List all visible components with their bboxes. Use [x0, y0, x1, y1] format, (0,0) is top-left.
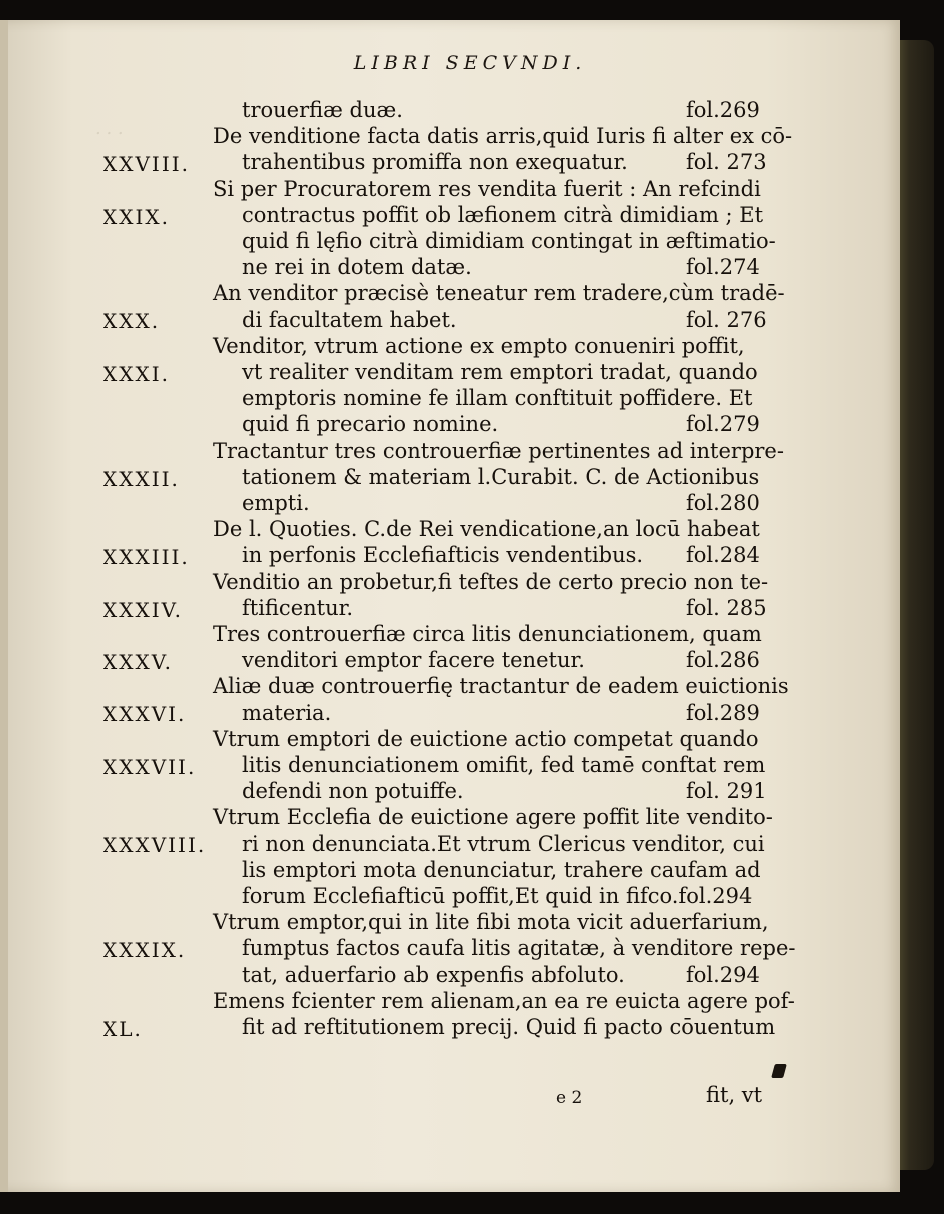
entry-line: tationem & materiam l.Curabit. C. de Actionibus [242, 464, 760, 489]
entry-line: Venditio an probetur,fi teftes de certo precio non te- [213, 569, 769, 594]
entry-line: fit ad reftitutionem precij. Quid fi pacto cōuentum [242, 1015, 776, 1039]
entry-number: XXXVII. [103, 754, 197, 779]
entry-number: XXIX. [103, 204, 170, 229]
entry-number: XL. [103, 1016, 143, 1041]
entry-line: lis emptori mota denunciatur, trahere caufam ad [242, 857, 761, 882]
entry-line: Vtrum Ecclefia de euictione agere poffit lite vendito- [213, 805, 773, 830]
folio-reference: fol. 276 [686, 307, 767, 332]
entry-line: contractus poffit ob læfionem citrà dimidiam ; Et [242, 202, 764, 227]
entry-line: trahentibus promiffa non exequatur. [242, 150, 628, 175]
entry-line: Tres controuerfiæ circa litis denunciationem, quam [213, 622, 762, 646]
entry-number: XXXV. [103, 650, 174, 674]
entry-number: XXXVIII. [103, 833, 207, 858]
folio-reference: fol.286 [686, 648, 760, 673]
folio-reference: fol.269 [686, 98, 760, 122]
entry-line: Vtrum emptori de euictione actio competat quando [213, 726, 759, 751]
entry-number: XXX. [103, 309, 161, 334]
folio-reference: fol.280 [686, 491, 760, 515]
entry-line: di facultatem habet. [242, 307, 457, 332]
entry-line: quid fi precario nomine. [242, 412, 499, 437]
page-edge [0, 20, 8, 1192]
entry-line: in perfonis Ecclefiafticis vendentibus. [242, 543, 644, 568]
entry-line: quid fi lęfio citrà dimidiam contingat in æftimatio- [242, 229, 776, 253]
entry-number: XXXIX. [103, 938, 187, 963]
catchword: fit, vt [706, 1083, 763, 1107]
entry-line: vt realiter venditam rem emptori tradat, quando [242, 360, 758, 384]
entry-line: An venditor præcisè teneatur rem tradere,cùm tradē- [213, 281, 785, 306]
folio-reference: fol. 285 [686, 595, 767, 620]
entry-number: XXXIV. [103, 597, 183, 622]
folio-reference: fol.294 [686, 962, 760, 987]
entry-line: venditori emptor facere tenetur. [242, 648, 585, 673]
entry-line: tat, aduerfario ab expenfis abfoluto. [242, 962, 625, 987]
entry-line: emptoris nomine fe illam conftituit poffidere. Et [242, 386, 753, 411]
entry-line: materia. [242, 700, 332, 725]
entry-line: ri non denunciata.Et vtrum Clericus venditor, cui [242, 831, 765, 856]
entry-line: defendi non potuiffe. [242, 779, 464, 804]
entry-line: Venditor, vtrum actione ex empto conueniri poffit, [213, 333, 745, 358]
folio-reference: fol.279 [686, 412, 760, 437]
entry-line: empti. [242, 491, 310, 515]
entry-line: trouerfiæ duæ. [242, 98, 403, 122]
folio-reference: fol.274 [686, 255, 760, 280]
signature-mark: e 2 [556, 1088, 583, 1108]
entry-line: litis denunciationem omifit, fed tamē conftat rem [242, 753, 766, 777]
bleed-through: . . . [95, 118, 124, 139]
entry-line: Vtrum emptor,qui in lite fibi mota vicit aduerfarium, [213, 910, 769, 935]
folio-reference: fol. 273 [686, 150, 767, 175]
entry-line: forum Ecclefiafticū poffit,Et quid in fifco.fol.294 [242, 884, 753, 908]
entry-line: ne rei in dotem datæ. [242, 255, 472, 280]
running-head: LIBRI SECVNDI. [353, 52, 587, 74]
folio-reference: fol. 291 [686, 779, 767, 804]
entry-line: Emens fcienter rem alienam,an ea re euicta agere pof- [213, 988, 795, 1013]
entry-line: De l. Quoties. C.de Rei vendicatione,an locū habeat [213, 517, 760, 542]
entry-number: XXXII. [103, 466, 180, 491]
entry-line: ftificentur. [242, 595, 354, 620]
folio-reference: fol.284 [686, 543, 760, 568]
folio-reference: fol.289 [686, 700, 760, 725]
entry-line: Tractantur tres controuerfiæ pertinentes ad interpre- [213, 438, 784, 463]
entry-number: XXVIII. [103, 152, 190, 177]
entry-number: XXXVI. [103, 702, 187, 727]
entry-number: XXXIII. [103, 545, 190, 570]
entry-line: fumptus factos caufa litis agitatæ, à venditore repe- [242, 936, 796, 961]
entry-line: Aliæ duæ controuerfię tractantur de eadem euictionis [213, 674, 789, 699]
entry-line: Si per Procuratorem res vendita fuerit : An refcindi [213, 176, 761, 201]
entry-line: De venditione facta datis arris,quid Iuris fi alter ex cō- [213, 124, 793, 149]
entry-number: XXXI. [103, 361, 170, 386]
